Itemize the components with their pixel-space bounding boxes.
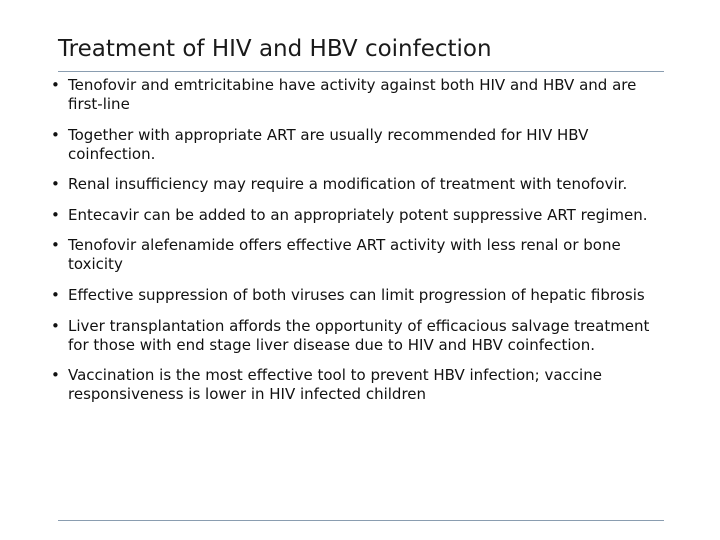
bullet-text: Entecavir can be added to an appropriately potent suppressive ART regimen. (68, 205, 648, 224)
bullet-marker: • (51, 285, 60, 304)
bullet-marker: • (51, 125, 60, 144)
footer-rule (58, 520, 664, 521)
bullet-text: Liver transplantation affords the opportunity of efficacious salvage treatment for those with end stage liver disease due to HIV and HBV coinfection. (68, 316, 650, 354)
bullet-marker: • (51, 76, 60, 94)
bullet-marker: • (51, 366, 60, 385)
title-underline (58, 71, 664, 72)
bullet-item (48, 175, 673, 194)
bullet-item (48, 126, 673, 164)
slide-title: Treatment of HIV and HBV coinfection (58, 36, 492, 62)
bullet-item (48, 317, 673, 355)
bullet-list (48, 76, 673, 416)
bullet-text: Tenofovir alefenamide offers effective ART activity with less renal or bone toxicity (68, 236, 621, 274)
bullet-marker: • (51, 316, 60, 335)
bullet-item (48, 286, 673, 305)
bullet-text: Tenofovir and emtricitabine have activity against both HIV and HBV and are first-line (68, 76, 637, 113)
bullet-item (48, 366, 673, 404)
bullet-item (48, 206, 673, 225)
bullet-marker: • (51, 175, 60, 194)
bullet-marker: • (51, 205, 60, 224)
bullet-text: Renal insufficiency may require a modification of treatment with tenofovir. (68, 175, 628, 194)
bullet-text: Vaccination is the most effective tool to prevent HBV infection; vaccine responsiveness is lower in HIV infected children (68, 366, 602, 404)
bullet-text: Effective suppression of both viruses can limit progression of hepatic fibrosis (68, 285, 645, 304)
bullet-text: Together with appropriate ART are usually recommended for HIV HBV coinfection. (68, 125, 589, 163)
bullet-item (48, 76, 673, 114)
bullet-item (48, 236, 673, 274)
bullet-marker: • (51, 236, 60, 255)
